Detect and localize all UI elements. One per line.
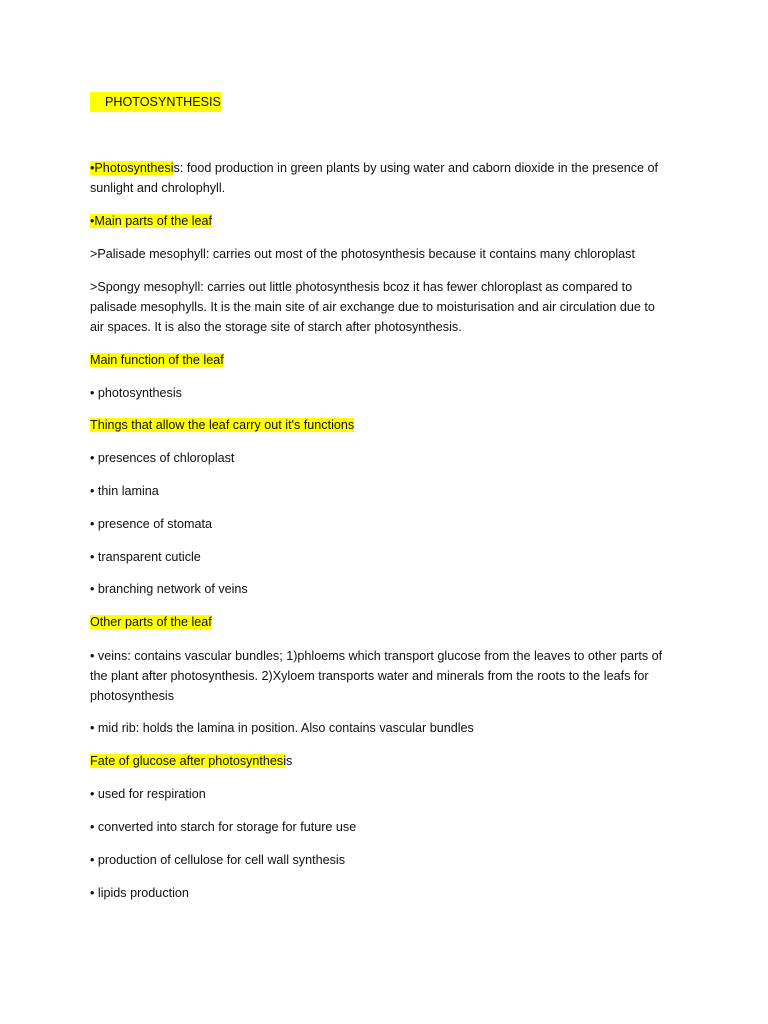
list-item: • transparent cuticle bbox=[90, 550, 201, 564]
main-function-item: • photosynthesis bbox=[90, 386, 182, 400]
spongy-line-3: air spaces. It is also the storage site of starch after photosynthesis. bbox=[90, 320, 462, 334]
list-item: • presences of chloroplast bbox=[90, 451, 235, 465]
title-text: PHOTOSYNTHESIS bbox=[105, 95, 221, 109]
list-item: • converted into starch for storage for future use bbox=[90, 820, 357, 834]
main-function-heading-text: Main function of the leaf bbox=[90, 353, 224, 367]
veins-line-1: • veins: contains vascular bundles; 1)phloems which transport glucose from the leaves to other parts of bbox=[90, 649, 663, 663]
midrib-item: • mid rib: holds the lamina in position. Also contains vascular bundles bbox=[90, 721, 474, 735]
veins-line-3: photosynthesis bbox=[90, 689, 175, 703]
fate-heading-suffix: s bbox=[286, 754, 293, 768]
fate-heading-text: Fate of glucose after photosynthesi bbox=[90, 754, 287, 768]
definition-text: s: food production in green plants by using water and caborn dioxide in the presence of bbox=[173, 161, 659, 175]
things-heading bbox=[90, 415, 690, 435]
fate-heading bbox=[90, 751, 690, 771]
other-parts-heading bbox=[90, 612, 690, 632]
page-title bbox=[90, 92, 690, 112]
title-highlight bbox=[90, 92, 221, 112]
main-parts-heading-text: •Main parts of the leaf bbox=[90, 214, 213, 228]
list-item: • lipids production bbox=[90, 886, 189, 900]
spongy-line-2: palisade mesophylls. It is the main site of air exchange due to moisturisation and air circulation due to bbox=[90, 300, 655, 314]
things-heading-text: Things that allow the leaf carry out it's functions bbox=[90, 418, 355, 432]
definition-term: •Photosynthesi bbox=[90, 161, 174, 175]
other-parts-heading-text: Other parts of the leaf bbox=[90, 615, 212, 629]
definition-line-2: sunlight and chrolophyll. bbox=[90, 181, 226, 195]
main-parts-heading bbox=[90, 211, 690, 231]
list-item: • branching network of veins bbox=[90, 582, 248, 596]
main-function-heading bbox=[90, 350, 690, 370]
list-item: • thin lamina bbox=[90, 484, 159, 498]
list-item: • presence of stomata bbox=[90, 517, 213, 531]
list-item: • production of cellulose for cell wall synthesis bbox=[90, 853, 346, 867]
palisade-paragraph: >Palisade mesophyll: carries out most of the photosynthesis because it contains many chloroplast bbox=[90, 247, 635, 261]
veins-line-2: the plant after photosynthesis. 2)Xyloem transports water and minerals from the roots to the leafs for bbox=[90, 669, 649, 683]
spongy-line-1: >Spongy mesophyll: carries out little photosynthesis bcoz it has fewer chloroplast as compared to bbox=[90, 280, 633, 294]
list-item: • used for respiration bbox=[90, 787, 206, 801]
definition-line-1 bbox=[90, 158, 690, 178]
